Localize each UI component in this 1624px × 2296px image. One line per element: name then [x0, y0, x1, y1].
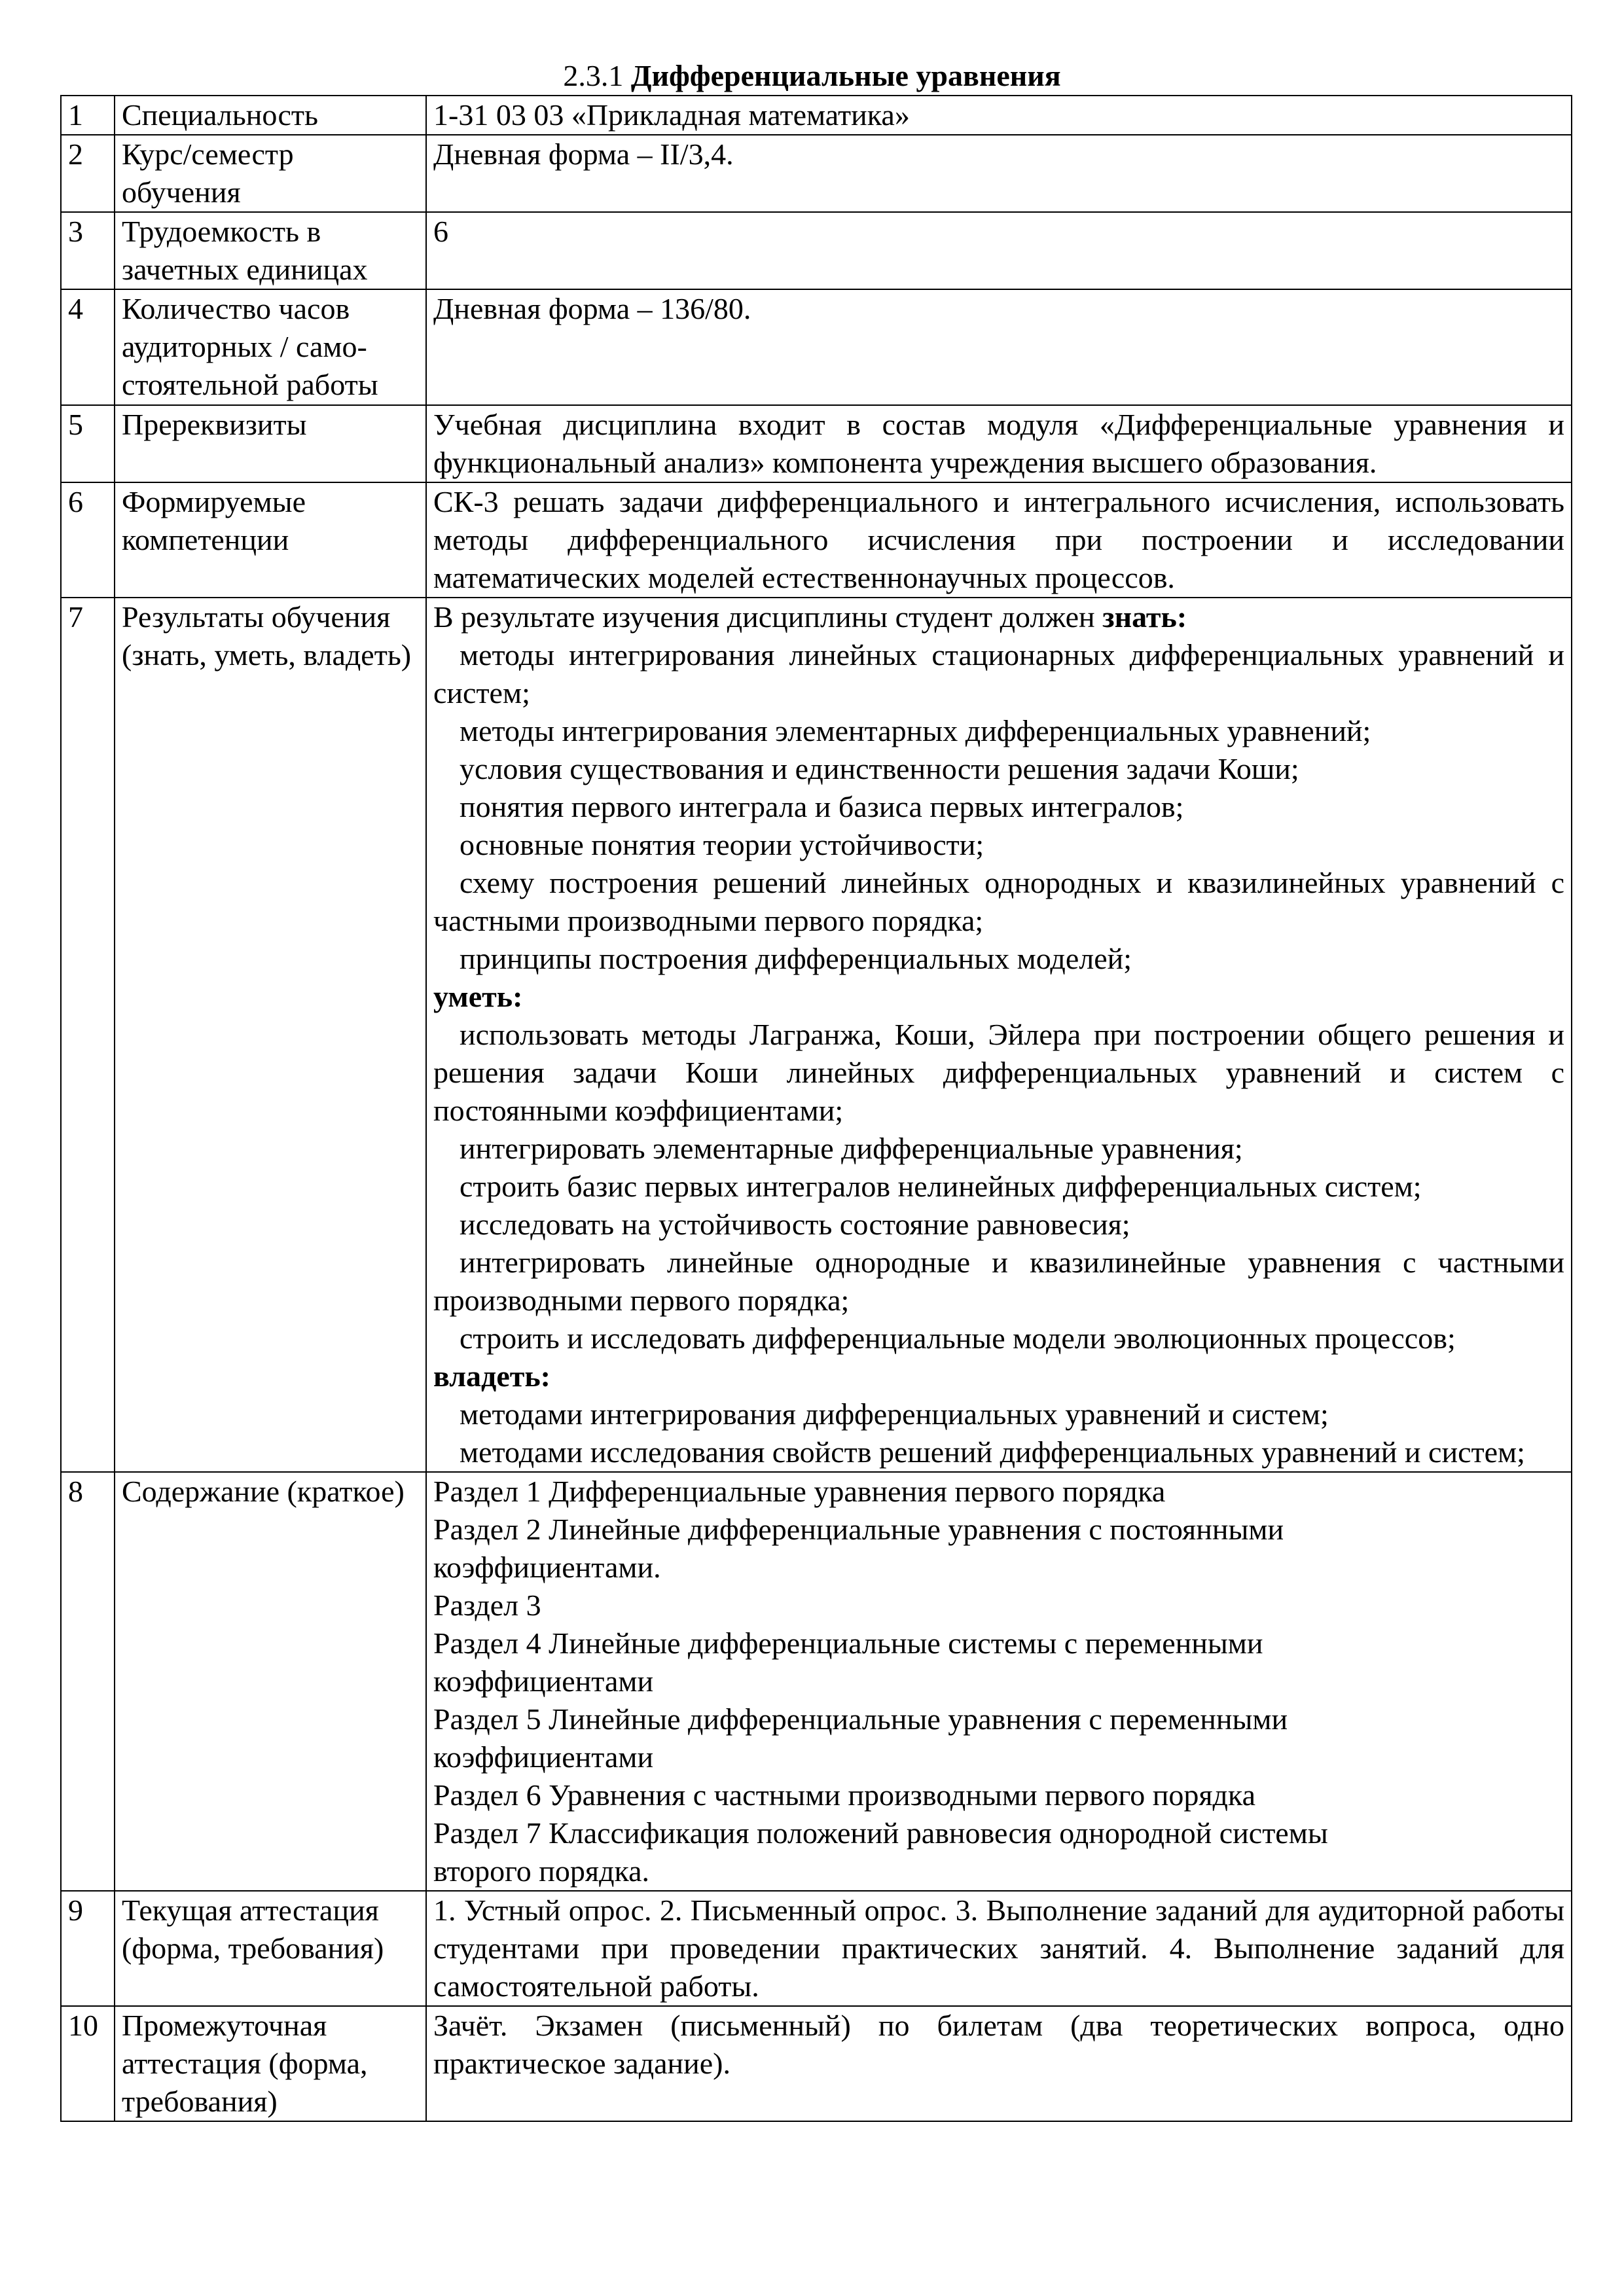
row-label: Формируемые компетенции — [115, 482, 426, 598]
table-row — [61, 289, 1572, 405]
row-number: 1 — [61, 96, 115, 135]
row-label: Результаты обучения (знать, уметь, владеть) — [115, 598, 426, 1472]
can-heading: уметь: — [433, 980, 523, 1013]
section-number: 2.3.1 — [563, 59, 624, 92]
own-list — [433, 1395, 1564, 1471]
list-item: интегрировать линейные однородные и квазилинейные уравнения с частными производными первого порядка; — [433, 1246, 1564, 1317]
list-item: строить и исследовать дифференциальные модели эволюционных процессов; — [460, 1321, 1456, 1355]
sections-list — [433, 1473, 1564, 1890]
row-number: 3 — [61, 212, 115, 289]
table-row — [61, 405, 1572, 482]
learning-outcomes — [426, 598, 1572, 1472]
row-value: 6 — [426, 212, 1572, 289]
list-item: методы интегрирования линейных стационарных дифференциальных уравнений и систем; — [433, 638, 1564, 709]
know-list — [433, 636, 1564, 978]
section-title: Дифференциальные уравнения — [630, 59, 1061, 92]
outcomes-intro-text: В результате изучения дисциплины студент должен — [433, 600, 1103, 634]
table-row — [61, 1891, 1572, 2006]
list-item: Раздел 2 Линейные дифференциальные уравнения с постоянными коэффициентами. — [433, 1513, 1284, 1584]
own-heading: владеть: — [433, 1359, 550, 1393]
row-number: 7 — [61, 598, 115, 1472]
can-list — [433, 1016, 1564, 1357]
list-item: Раздел 3 — [433, 1588, 541, 1622]
row-number: 4 — [61, 289, 115, 405]
row-label: Содержание (краткое) — [115, 1472, 426, 1891]
list-item: методами исследования свойств решений дифференциальных уравнений и систем; — [460, 1435, 1525, 1469]
list-item: Раздел 6 Уравнения с частными производными первого порядка — [433, 1778, 1255, 1812]
list-item: понятия первого интеграла и базиса первых интегралов; — [460, 790, 1184, 823]
row-value: Дневная форма – 136/80. — [426, 289, 1572, 405]
list-item: Раздел 7 Классификация положений равновесия однородной системы второго порядка. — [433, 1816, 1328, 1888]
row-label: Курс/семестр обучения — [115, 135, 426, 212]
list-item: Раздел 4 Линейные дифференциальные системы с переменными коэффициентами — [433, 1626, 1263, 1698]
list-item: принципы построения дифференциальных моделей; — [460, 942, 1132, 975]
row-number: 2 — [61, 135, 115, 212]
row-label: Специальность — [115, 96, 426, 135]
table-row — [61, 212, 1572, 289]
list-item: Раздел 5 Линейные дифференциальные уравнения с переменными коэффициентами — [433, 1702, 1288, 1774]
list-item: условия существования и единственности решения задачи Коши; — [460, 752, 1299, 785]
document-title — [0, 58, 1624, 94]
row-number: 9 — [61, 1891, 115, 2006]
table-row — [61, 2006, 1572, 2121]
row-number: 6 — [61, 482, 115, 598]
discipline-table — [60, 95, 1572, 2122]
list-item: основные понятия теории устойчивости; — [460, 828, 984, 861]
outcomes-intro — [433, 598, 1564, 636]
table-row — [61, 482, 1572, 598]
list-item: методы интегрирования элементарных дифференциальных уравнений; — [460, 714, 1371, 747]
row-value: 1. Устный опрос. 2. Письменный опрос. 3. Выполнение заданий для аудиторной работы студентами при проведении практических занятий. 4. Выполнение заданий для самостоятельной работы. — [426, 1891, 1572, 2006]
list-item: методами интегрирования дифференциальных уравнений и систем; — [460, 1397, 1329, 1431]
know-heading: знать: — [1102, 600, 1187, 634]
row-number: 10 — [61, 2006, 115, 2121]
row-value: 1-31 03 03 «Прикладная математика» — [426, 96, 1572, 135]
row-value: Учебная дисциплина входит в состав модуля «Дифференциальные уравнения и функциональный анализ» компонента учреждения высшего образования. — [426, 405, 1572, 482]
row-label: Трудоемкость в зачетных единицах — [115, 212, 426, 289]
row-number: 8 — [61, 1472, 115, 1891]
list-item: Раздел 1 Дифференциальные уравнения первого порядка — [433, 1475, 1166, 1508]
row-number: 5 — [61, 405, 115, 482]
row-label: Промежуточная аттестация (форма, требования) — [115, 2006, 426, 2121]
list-item: интегрировать элементарные дифференциальные уравнения; — [460, 1132, 1243, 1165]
table-row — [61, 598, 1572, 1472]
table-row — [61, 96, 1572, 135]
content-sections — [426, 1472, 1572, 1891]
row-label: Текущая аттестация (форма, требования) — [115, 1891, 426, 2006]
table-row — [61, 135, 1572, 212]
list-item: использовать методы Лагранжа, Коши, Эйлера при построении общего решения и решения задачи Коши линейных дифференциальных уравнений и систем с постоянными коэффициентами; — [433, 1018, 1564, 1127]
table-row — [61, 1472, 1572, 1891]
row-value: Зачёт. Экзамен (письменный) по билетам (два теоретических вопроса, одно практическое задание). — [426, 2006, 1572, 2121]
list-item: строить базис первых интегралов нелинейных дифференциальных систем; — [460, 1170, 1422, 1203]
list-item: схему построения решений линейных однородных и квазилинейных уравнений с частными производными первого порядка; — [433, 866, 1564, 937]
row-value: Дневная форма – II/3,4. — [426, 135, 1572, 212]
list-item: исследовать на устойчивость состояние равновесия; — [460, 1208, 1130, 1241]
row-label: Пререквизиты — [115, 405, 426, 482]
row-label: Количество часов аудиторных / само-стоятельной работы — [115, 289, 426, 405]
row-value: СК-3 решать задачи дифференциального и интегрального исчисления, использовать методы дифференциального исчисления при построении и исследовании математических моделей естественнонаучных процессов. — [426, 482, 1572, 598]
